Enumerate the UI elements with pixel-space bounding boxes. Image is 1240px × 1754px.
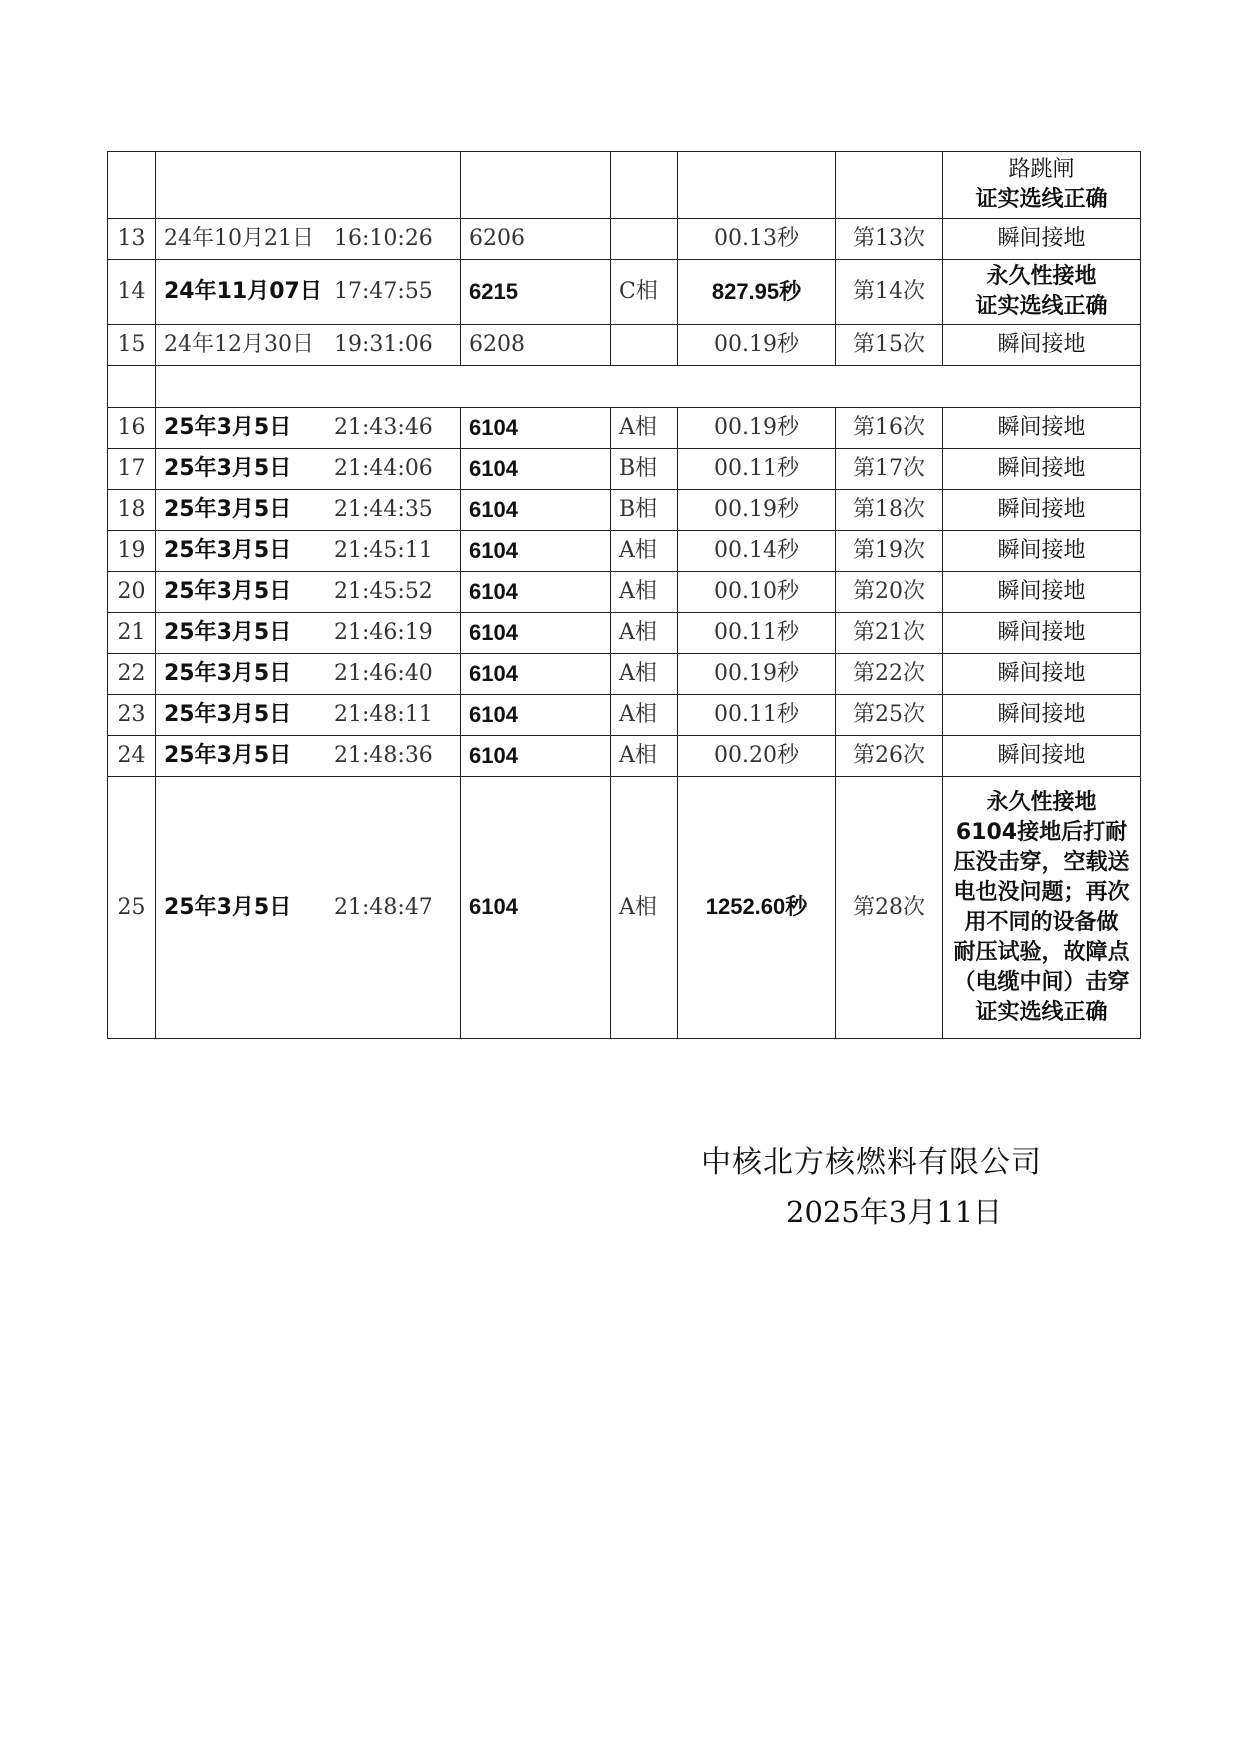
table-row [108, 777, 1141, 1039]
duration: 00.19秒 [714, 415, 799, 440]
note-line: 证实选线正确 [975, 294, 1108, 319]
cell-duration [678, 408, 836, 449]
event-count: 第14次 [853, 279, 925, 304]
cell-duration [678, 695, 836, 736]
cell-phase [611, 325, 678, 366]
cell-empty [156, 152, 461, 219]
line-number: 6104 [469, 619, 518, 645]
cell-phase [611, 736, 678, 777]
event-date: 25年3月5日 [164, 497, 292, 522]
cell-datetime [156, 695, 461, 736]
cell-datetime [156, 260, 461, 325]
table-separator-row [108, 366, 1141, 408]
cell-note [943, 219, 1141, 260]
event-date: 25年3月5日 [164, 620, 292, 645]
table-row [108, 260, 1141, 325]
duration: 00.11秒 [714, 702, 799, 727]
cell-empty [108, 152, 156, 219]
phase: C相 [619, 279, 658, 304]
event-count: 第25次 [853, 702, 925, 727]
line-number: 6208 [469, 332, 525, 357]
cell-duration [678, 736, 836, 777]
event-date: 25年3月5日 [164, 456, 292, 481]
event-time: 21:44:06 [334, 456, 433, 481]
cell-datetime [156, 572, 461, 613]
row-index: 20 [117, 579, 146, 604]
cell-note [943, 777, 1141, 1039]
cell-index [108, 449, 156, 490]
cell-count [836, 408, 943, 449]
table-row [108, 572, 1141, 613]
cell-line [461, 777, 611, 1039]
row-index: 23 [117, 702, 146, 727]
line-number: 6104 [469, 414, 518, 440]
event-date: 24年11月07日 [164, 279, 322, 304]
cell-count [836, 654, 943, 695]
event-time: 21:46:19 [334, 620, 433, 645]
cell-phase [611, 613, 678, 654]
note-line: 永久性接地 [986, 789, 1097, 815]
note-line: 瞬间接地 [997, 415, 1086, 440]
cell-index [108, 219, 156, 260]
event-count: 第17次 [853, 456, 925, 481]
cell-duration [678, 325, 836, 366]
table-row-continued [108, 152, 1141, 219]
cell-duration [678, 219, 836, 260]
cell-index [108, 325, 156, 366]
cell-empty [611, 152, 678, 219]
event-count: 第28次 [853, 894, 925, 920]
note-line: 耐压试验，故障点 [953, 939, 1130, 965]
note-line: 证实选线正确 [975, 187, 1108, 212]
cell-line [461, 736, 611, 777]
note-line: 瞬间接地 [997, 497, 1086, 522]
cell-line [461, 531, 611, 572]
row-index: 24 [117, 743, 146, 768]
cell-count [836, 531, 943, 572]
note-line: 证实选线正确 [975, 999, 1108, 1025]
event-date: 25年3月5日 [164, 702, 292, 727]
note-line: 电也没问题；再次 [953, 879, 1130, 905]
row-index: 14 [117, 279, 146, 304]
note-line: 6104接地后打耐 [955, 819, 1128, 845]
note-line: 永久性接地 [986, 264, 1097, 289]
cell-line [461, 449, 611, 490]
line-number: 6104 [469, 578, 518, 604]
phase: A相 [619, 661, 657, 686]
cell-note [943, 325, 1141, 366]
event-date: 25年3月5日 [164, 894, 292, 920]
row-index: 15 [117, 332, 146, 357]
table-row [108, 408, 1141, 449]
event-date: 25年3月5日 [164, 743, 292, 768]
cell-line [461, 695, 611, 736]
cell-index [108, 777, 156, 1039]
row-index: 18 [117, 497, 146, 522]
duration: 00.19秒 [714, 497, 799, 522]
cell-note [943, 531, 1141, 572]
event-time: 17:47:55 [334, 279, 433, 304]
event-count: 第22次 [853, 661, 925, 686]
table-row [108, 325, 1141, 366]
cell-datetime [156, 408, 461, 449]
grounding-event-table [107, 151, 1141, 1039]
cell-datetime [156, 449, 461, 490]
cell-count [836, 695, 943, 736]
cell-count [836, 572, 943, 613]
cell-line [461, 408, 611, 449]
cell-line [461, 325, 611, 366]
event-time: 19:31:06 [334, 332, 433, 357]
event-date: 25年3月5日 [164, 415, 292, 440]
phase: A相 [619, 415, 657, 440]
cell-duration [678, 777, 836, 1039]
event-time: 21:45:52 [334, 579, 433, 604]
line-number: 6104 [469, 742, 518, 768]
cell-line [461, 613, 611, 654]
duration: 00.11秒 [714, 620, 799, 645]
cell-phase [611, 219, 678, 260]
duration: 00.20秒 [714, 743, 799, 768]
cell-duration [678, 490, 836, 531]
note-line: 瞬间接地 [997, 579, 1086, 604]
cell-note [943, 260, 1141, 325]
cell-duration [678, 449, 836, 490]
cell-empty [461, 152, 611, 219]
cell-count [836, 325, 943, 366]
cell-datetime [156, 736, 461, 777]
cell-phase [611, 260, 678, 325]
cell-duration [678, 260, 836, 325]
cell-note [943, 613, 1141, 654]
note-line: 瞬间接地 [997, 661, 1086, 686]
event-count: 第13次 [853, 226, 925, 251]
cell-datetime [156, 531, 461, 572]
cell-duration [678, 613, 836, 654]
phase: A相 [619, 579, 657, 604]
cell-index [108, 490, 156, 531]
line-number: 6215 [469, 278, 518, 304]
cell-index [108, 531, 156, 572]
cell-note [943, 408, 1141, 449]
cell-phase [611, 449, 678, 490]
cell-datetime [156, 490, 461, 531]
cell-phase [611, 695, 678, 736]
line-number: 6104 [469, 894, 518, 919]
duration: 00.13秒 [714, 226, 799, 251]
cell-duration [678, 654, 836, 695]
table-row [108, 531, 1141, 572]
event-count: 第19次 [853, 538, 925, 563]
cell-count [836, 777, 943, 1039]
row-index: 17 [117, 456, 146, 481]
event-time: 21:44:35 [334, 497, 433, 522]
cell-phase [611, 777, 678, 1039]
event-date: 24年12月30日 [164, 332, 314, 357]
event-date: 25年3月5日 [164, 579, 292, 604]
cell-count [836, 613, 943, 654]
row-index: 13 [117, 226, 146, 251]
cell-duration [678, 531, 836, 572]
signature-organization: 中核北方核燃料有限公司 [701, 1145, 1042, 1180]
note-line: （电缆中间）击穿 [953, 969, 1130, 995]
duration: 1252.60秒 [705, 894, 808, 919]
table-row [108, 695, 1141, 736]
table-row [108, 736, 1141, 777]
table-row [108, 654, 1141, 695]
cell-index [108, 613, 156, 654]
cell-datetime [156, 613, 461, 654]
cell-count [836, 490, 943, 531]
cell-datetime [156, 325, 461, 366]
cell-note [943, 736, 1141, 777]
cell-note [943, 695, 1141, 736]
duration: 00.10秒 [714, 579, 799, 604]
cell-empty [156, 366, 1141, 408]
cell-count [836, 449, 943, 490]
note-line: 瞬间接地 [997, 332, 1086, 357]
note-line: 瞬间接地 [997, 226, 1086, 251]
event-count: 第21次 [853, 620, 925, 645]
phase: A相 [619, 894, 657, 920]
cell-duration [678, 572, 836, 613]
cell-datetime [156, 777, 461, 1039]
cell-index [108, 260, 156, 325]
event-time: 21:48:36 [334, 743, 433, 768]
cell-empty [108, 366, 156, 408]
cell-phase [611, 531, 678, 572]
row-index: 19 [117, 538, 146, 563]
event-time: 21:43:46 [334, 415, 433, 440]
event-time: 16:10:26 [334, 226, 433, 251]
event-date: 25年3月5日 [164, 538, 292, 563]
cell-phase [611, 490, 678, 531]
event-time: 21:48:47 [334, 894, 433, 920]
phase: B相 [619, 497, 658, 522]
cell-index [108, 695, 156, 736]
row-index: 21 [117, 620, 146, 645]
table-row [108, 490, 1141, 531]
duration: 00.19秒 [714, 332, 799, 357]
note-line: 路跳闸 [1008, 157, 1075, 182]
table-row [108, 219, 1141, 260]
cell-line [461, 260, 611, 325]
cell-phase [611, 572, 678, 613]
event-date: 24年10月21日 [164, 226, 314, 251]
event-count: 第20次 [853, 579, 925, 604]
row-index: 16 [117, 415, 146, 440]
cell-note [943, 449, 1141, 490]
line-number: 6206 [469, 226, 525, 251]
note-line: 瞬间接地 [997, 702, 1086, 727]
table-row [108, 613, 1141, 654]
row-index: 22 [117, 661, 146, 686]
duration: 00.19秒 [714, 661, 799, 686]
cell-note [943, 152, 1141, 219]
cell-line [461, 654, 611, 695]
cell-datetime [156, 219, 461, 260]
row-index: 25 [117, 894, 146, 920]
duration: 00.14秒 [714, 538, 799, 563]
cell-index [108, 572, 156, 613]
cell-line [461, 219, 611, 260]
cell-line [461, 490, 611, 531]
table-row [108, 449, 1141, 490]
note-line: 瞬间接地 [997, 620, 1086, 645]
cell-line [461, 572, 611, 613]
event-time: 21:45:11 [334, 538, 433, 563]
event-time: 21:48:11 [334, 702, 433, 727]
cell-index [108, 736, 156, 777]
cell-count [836, 219, 943, 260]
note-line: 压没击穿，空载送 [953, 849, 1130, 875]
duration: 00.11秒 [714, 456, 799, 481]
event-count: 第16次 [853, 415, 925, 440]
cell-note [943, 654, 1141, 695]
phase: A相 [619, 538, 657, 563]
phase: A相 [619, 702, 657, 727]
line-number: 6104 [469, 455, 518, 481]
line-number: 6104 [469, 660, 518, 686]
cell-count [836, 260, 943, 325]
cell-phase [611, 408, 678, 449]
cell-note [943, 572, 1141, 613]
phase: A相 [619, 620, 657, 645]
cell-note [943, 490, 1141, 531]
duration: 827.95秒 [711, 278, 802, 304]
note-line: 瞬间接地 [997, 456, 1086, 481]
signature-date: 2025年3月11日 [786, 1195, 1003, 1229]
cell-datetime [156, 654, 461, 695]
cell-count [836, 736, 943, 777]
event-count: 第26次 [853, 743, 925, 768]
line-number: 6104 [469, 537, 518, 563]
event-count: 第15次 [853, 332, 925, 357]
event-time: 21:46:40 [334, 661, 433, 686]
note-line: 用不同的设备做 [964, 909, 1119, 935]
event-date: 25年3月5日 [164, 661, 292, 686]
cell-index [108, 408, 156, 449]
line-number: 6104 [469, 496, 518, 522]
phase: B相 [619, 456, 658, 481]
cell-phase [611, 654, 678, 695]
event-count: 第18次 [853, 497, 925, 522]
phase: A相 [619, 743, 657, 768]
note-line: 瞬间接地 [997, 743, 1086, 768]
cell-index [108, 654, 156, 695]
note-line: 瞬间接地 [997, 538, 1086, 563]
line-number: 6104 [469, 701, 518, 727]
cell-empty [836, 152, 943, 219]
cell-empty [678, 152, 836, 219]
